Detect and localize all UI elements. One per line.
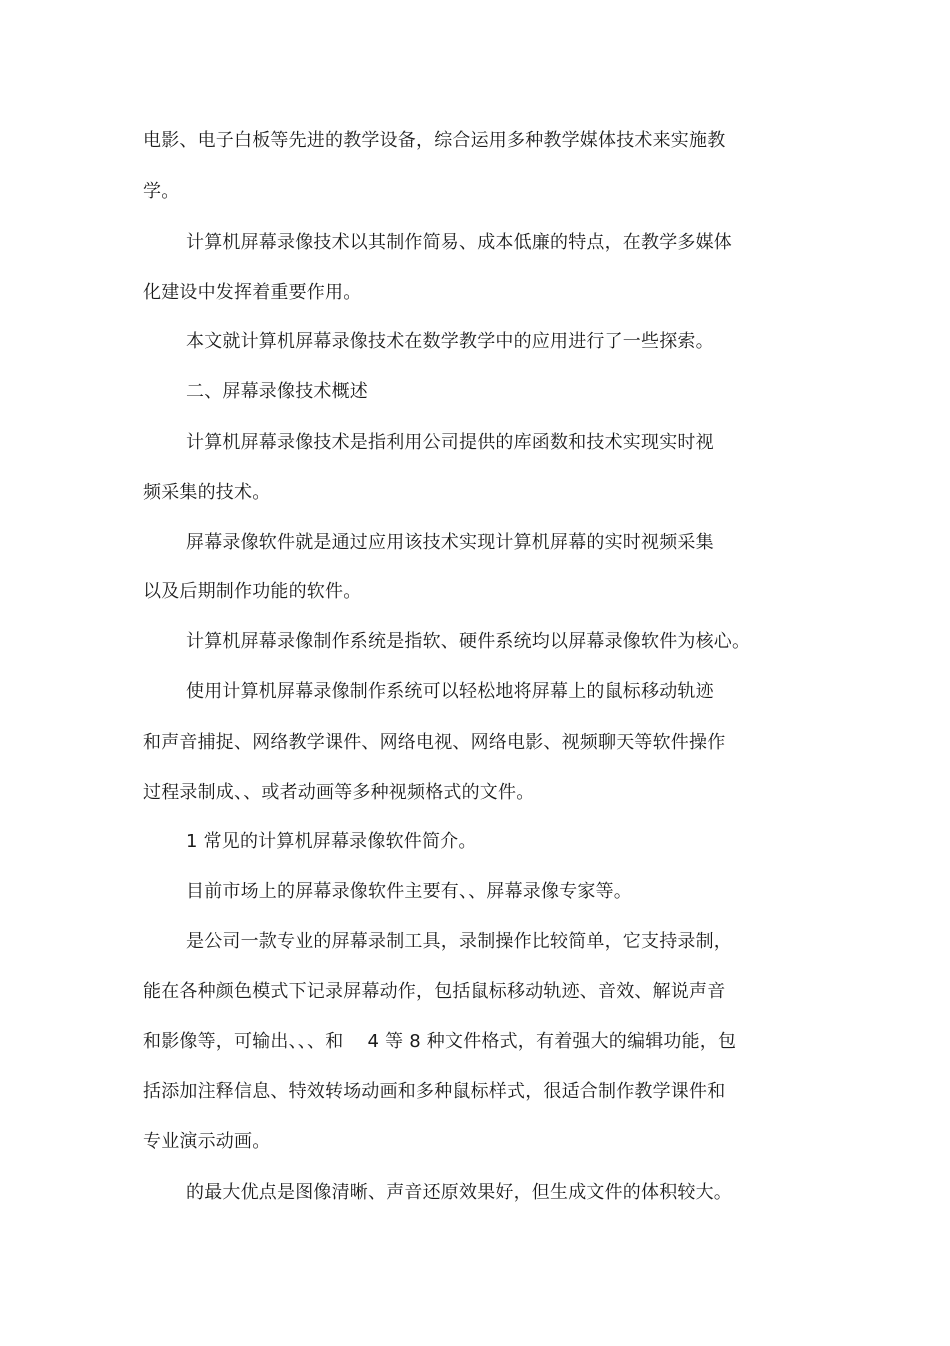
text-line: 本文就计算机屏幕录像技术在数学教学中的应用进行了一些探索。 — [186, 331, 714, 352]
text-line: 以及后期制作功能的软件。 — [143, 581, 362, 602]
text-line: 能在各种颜色模式下记录屏幕动作，包括鼠标移动轨迹、音效、解说声音 — [143, 981, 726, 1002]
section-heading: 二、屏幕录像技术概述 — [186, 381, 368, 402]
text-line: 是公司一款专业的屏幕录制工具，录制操作比较简单，它支持录制， — [186, 931, 732, 952]
text-line: 计算机屏幕录像制作系统是指软、硬件系统均以屏幕录像软件为核心。 — [186, 631, 751, 652]
text-line: 使用计算机屏幕录像制作系统可以轻松地将屏幕上的鼠标移动轨迹 — [186, 681, 714, 702]
text-line: 括添加注释信息、特效转场动画和多种鼠标样式，很适合制作教学课件和 — [143, 1081, 726, 1102]
text-line: 和影像等，可输出、、、和 4 等 8 种文件格式，有着强大的编辑功能，包 — [143, 1031, 737, 1052]
text-line: 和声音捕捉、网络教学课件、网络电视、网络电影、视频聊天等软件操作 — [143, 732, 726, 753]
text-line: 屏幕录像软件就是通过应用该技术实现计算机屏幕的实时视频采集 — [186, 532, 714, 553]
text-line: 过程录制成、、或者动画等多种视频格式的文件。 — [143, 782, 535, 803]
text-line: 目前市场上的屏幕录像软件主要有、、屏幕录像专家等。 — [186, 881, 632, 902]
text-line: 学。 — [143, 181, 180, 202]
subsection-heading: 1 常见的计算机屏幕录像软件简介。 — [186, 831, 477, 852]
text-line: 电影、电子白板等先进的教学设备，综合运用多种教学媒体技术来实施教 — [143, 130, 726, 151]
text-line: 化建设中发挥着重要作用。 — [143, 282, 362, 303]
text-line: 频采集的技术。 — [143, 482, 271, 503]
text-line: 计算机屏幕录像技术是指利用公司提供的库函数和技术实现实时视 — [186, 432, 714, 453]
text-line: 的最大优点是图像清晰、声音还原效果好，但生成文件的体积较大。 — [186, 1182, 732, 1203]
text-line: 专业演示动画。 — [143, 1131, 271, 1152]
text-line: 计算机屏幕录像技术以其制作简易、成本低廉的特点，在教学多媒体 — [186, 232, 732, 253]
